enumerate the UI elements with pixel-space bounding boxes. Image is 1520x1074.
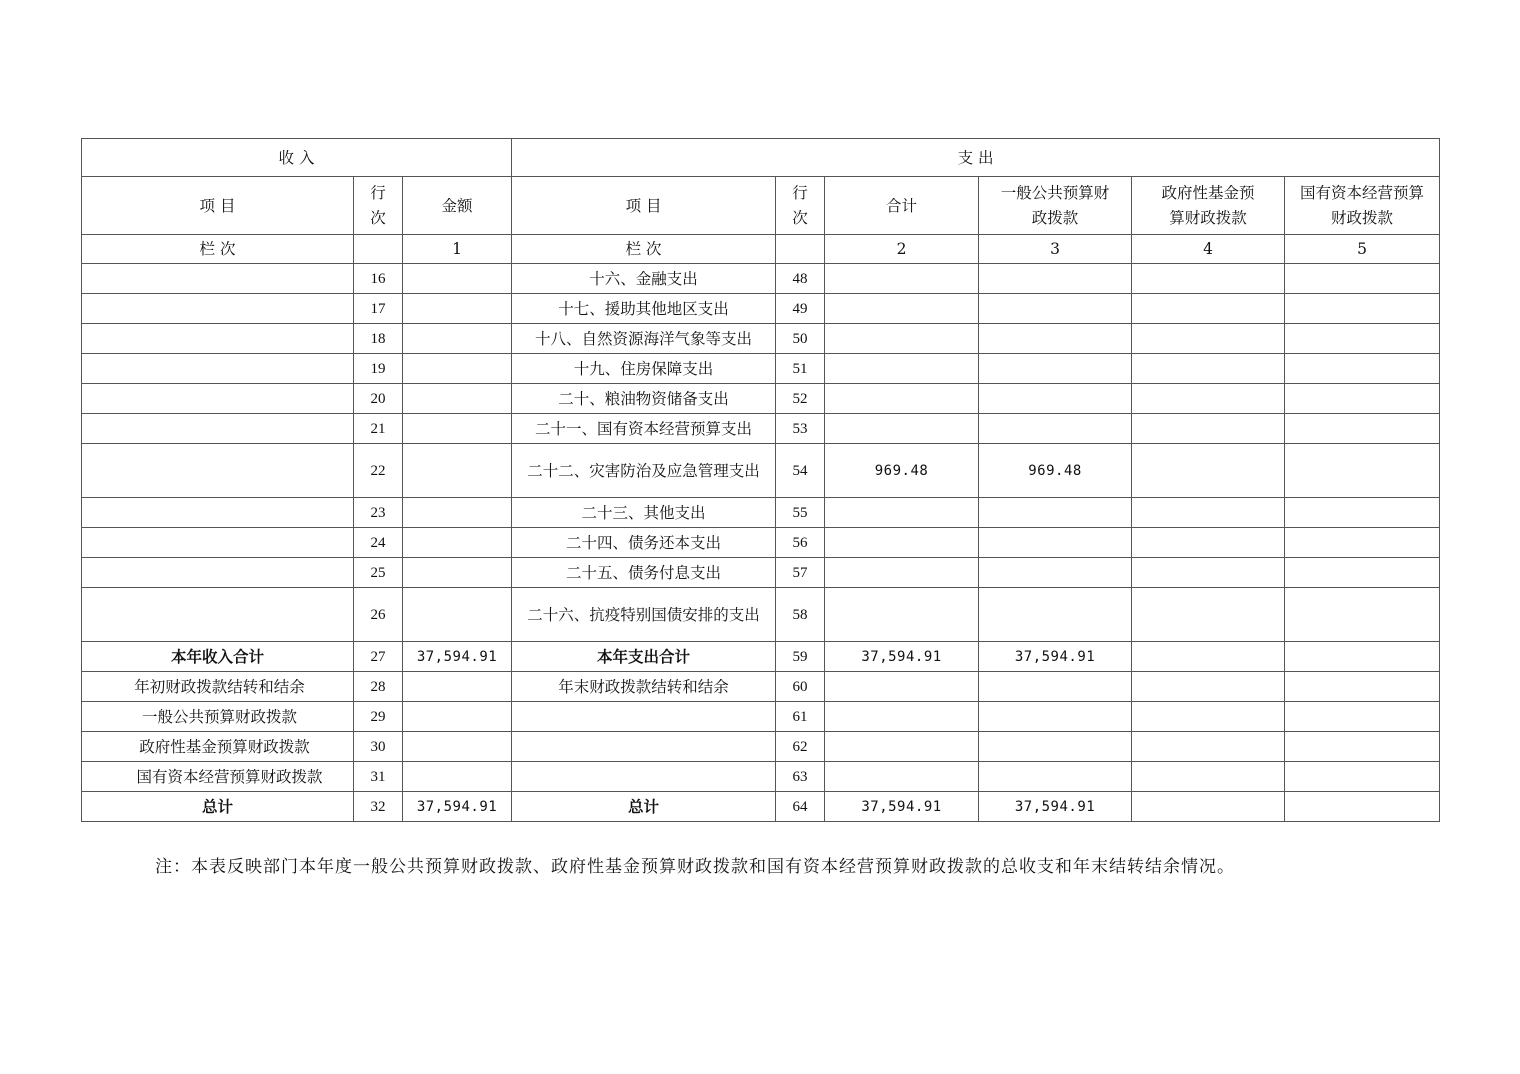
gov-fund-cell [1132, 384, 1285, 414]
col5-label: 5 [1285, 235, 1440, 264]
general-budget-cell [979, 672, 1132, 702]
gov-fund-cell [1132, 294, 1285, 324]
state-capital-cell [1285, 294, 1440, 324]
state-capital-cell [1285, 384, 1440, 414]
table-row [82, 498, 1440, 528]
general-budget-cell [979, 558, 1132, 588]
table-note: 注：本表反映部门本年度一般公共预算财政拨款、政府性基金预算财政拨款和国有资本经营预算财政拨款的总收支和年末结转结余情况。 [155, 857, 1235, 877]
general-budget-cell [979, 762, 1132, 792]
expense-row-no-cell: 61 [776, 702, 825, 732]
general-budget-cell [979, 264, 1132, 294]
income-row-no-cell: 29 [354, 702, 403, 732]
income-amount-cell [403, 444, 512, 498]
gov-fund-cell [1132, 324, 1285, 354]
col4-label: 4 [1132, 235, 1285, 264]
state-capital-header: 国有资本经营预算财政拨款 [1285, 177, 1440, 235]
income-row-no-cell: 17 [354, 294, 403, 324]
expense-row-no-header: 行次 [776, 177, 825, 235]
income-amount-cell [403, 588, 512, 642]
state-capital-cell [1285, 672, 1440, 702]
col2-label: 2 [825, 235, 979, 264]
income-amount-cell [403, 672, 512, 702]
income-item-cell [82, 384, 354, 414]
gov-fund-cell [1132, 354, 1285, 384]
total-cell [825, 558, 979, 588]
total-cell [825, 294, 979, 324]
expense-item-cell: 二十一、国有资本经营预算支出 [512, 414, 776, 444]
table-row [82, 414, 1440, 444]
income-item-header: 项 目 [82, 177, 354, 235]
table-row [82, 294, 1440, 324]
total-cell [825, 528, 979, 558]
gov-fund-cell [1132, 642, 1285, 672]
income-item-cell [82, 354, 354, 384]
table-row [82, 642, 1440, 672]
expense-row-no-cell: 53 [776, 414, 825, 444]
income-amount-cell [403, 354, 512, 384]
state-capital-cell [1285, 498, 1440, 528]
income-item-cell [82, 528, 354, 558]
state-capital-cell [1285, 444, 1440, 498]
income-row-no-cell: 32 [354, 792, 403, 822]
state-capital-cell [1285, 732, 1440, 762]
income-row-no-cell: 20 [354, 384, 403, 414]
income-amount-cell [403, 324, 512, 354]
expense-row-no-cell: 50 [776, 324, 825, 354]
state-capital-cell [1285, 702, 1440, 732]
table-row [82, 324, 1440, 354]
income-item-cell: 政府性基金预算财政拨款 [82, 732, 354, 762]
income-row-no-cell: 27 [354, 642, 403, 672]
income-row-no-header: 行次 [354, 177, 403, 235]
general-budget-cell [979, 324, 1132, 354]
expense-item-cell: 二十三、其他支出 [512, 498, 776, 528]
gov-fund-cell [1132, 672, 1285, 702]
expense-item-cell: 十九、住房保障支出 [512, 354, 776, 384]
expense-item-cell: 十六、金融支出 [512, 264, 776, 294]
expense-item-header: 项 目 [512, 177, 776, 235]
income-amount-cell: 37,594.91 [403, 792, 512, 822]
table-row [82, 702, 1440, 732]
general-budget-cell: 969.48 [979, 444, 1132, 498]
expense-item-cell: 本年支出合计 [512, 642, 776, 672]
expense-row-no-cell: 51 [776, 354, 825, 384]
income-item-cell: 一般公共预算财政拨款 [82, 702, 354, 732]
income-amount-cell [403, 384, 512, 414]
gov-fund-cell [1132, 732, 1285, 762]
income-item-cell [82, 294, 354, 324]
income-row-no-cell: 18 [354, 324, 403, 354]
general-budget-cell [979, 354, 1132, 384]
income-item-cell [82, 264, 354, 294]
state-capital-cell [1285, 354, 1440, 384]
income-item-cell [82, 414, 354, 444]
table-row [82, 444, 1440, 498]
total-cell [825, 732, 979, 762]
income-amount-cell: 37,594.91 [403, 642, 512, 672]
general-budget-header: 一般公共预算财政拨款 [979, 177, 1132, 235]
expense-row-no-cell: 56 [776, 528, 825, 558]
gov-fund-cell [1132, 702, 1285, 732]
expense-item-cell [512, 732, 776, 762]
state-capital-cell [1285, 642, 1440, 672]
income-amount-cell [403, 702, 512, 732]
total-cell: 37,594.91 [825, 642, 979, 672]
gov-fund-cell [1132, 498, 1285, 528]
expense-row-no-cell: 48 [776, 264, 825, 294]
income-row-no-cell: 31 [354, 762, 403, 792]
general-budget-cell: 37,594.91 [979, 792, 1132, 822]
total-cell [825, 384, 979, 414]
total-cell [825, 264, 979, 294]
income-amount-cell [403, 762, 512, 792]
income-item-cell [82, 324, 354, 354]
income-amount-cell [403, 732, 512, 762]
expense-row-no-cell: 59 [776, 642, 825, 672]
empty-cell [354, 235, 403, 264]
general-budget-cell [979, 294, 1132, 324]
table-row [82, 762, 1440, 792]
table-row [82, 672, 1440, 702]
gov-fund-cell [1132, 414, 1285, 444]
expense-item-cell: 二十二、灾害防治及应急管理支出 [512, 444, 776, 498]
state-capital-cell [1285, 762, 1440, 792]
col1-label: 1 [403, 235, 512, 264]
table-row [82, 558, 1440, 588]
total-cell [825, 702, 979, 732]
income-row-no-cell: 26 [354, 588, 403, 642]
table-row [82, 732, 1440, 762]
expense-row-no-cell: 52 [776, 384, 825, 414]
general-budget-cell: 37,594.91 [979, 642, 1132, 672]
income-amount-cell [403, 414, 512, 444]
expense-row-no-cell: 58 [776, 588, 825, 642]
state-capital-cell [1285, 414, 1440, 444]
income-item-cell [82, 558, 354, 588]
income-item-cell [82, 588, 354, 642]
gov-fund-cell [1132, 792, 1285, 822]
gov-fund-cell [1132, 762, 1285, 792]
table-row [82, 384, 1440, 414]
expense-row-no-cell: 62 [776, 732, 825, 762]
expense-item-cell [512, 702, 776, 732]
income-item-cell: 年初财政拨款结转和结余 [82, 672, 354, 702]
total-cell [825, 414, 979, 444]
income-amount-cell [403, 558, 512, 588]
income-row-no-cell: 22 [354, 444, 403, 498]
income-amount-header: 金额 [403, 177, 512, 235]
general-budget-cell [979, 702, 1132, 732]
gov-fund-cell [1132, 588, 1285, 642]
income-row-no-cell: 30 [354, 732, 403, 762]
expense-item-cell: 十七、援助其他地区支出 [512, 294, 776, 324]
table-row [82, 792, 1440, 822]
expense-row-no-cell: 49 [776, 294, 825, 324]
state-capital-cell [1285, 792, 1440, 822]
empty-cell [776, 235, 825, 264]
table-row [82, 264, 1440, 294]
income-amount-cell [403, 528, 512, 558]
gov-fund-cell [1132, 444, 1285, 498]
income-row-no-cell: 24 [354, 528, 403, 558]
expense-item-cell: 总计 [512, 792, 776, 822]
total-cell [825, 672, 979, 702]
expense-item-cell: 二十五、债务付息支出 [512, 558, 776, 588]
table-row [82, 354, 1440, 384]
income-amount-cell [403, 294, 512, 324]
table-row [82, 588, 1440, 642]
income-row-no-cell: 16 [354, 264, 403, 294]
state-capital-cell [1285, 264, 1440, 294]
general-budget-cell [979, 588, 1132, 642]
income-column-label: 栏 次 [82, 235, 354, 264]
general-budget-cell [979, 414, 1132, 444]
income-item-cell: 本年收入合计 [82, 642, 354, 672]
income-amount-cell [403, 264, 512, 294]
header-row-columns [82, 177, 1440, 235]
header-row-section [82, 139, 1440, 177]
income-item-cell [82, 498, 354, 528]
total-cell [825, 498, 979, 528]
state-capital-cell [1285, 588, 1440, 642]
state-capital-cell [1285, 528, 1440, 558]
total-cell [825, 762, 979, 792]
income-row-no-cell: 21 [354, 414, 403, 444]
financial-table [81, 138, 1440, 822]
expense-item-cell: 二十、粮油物资储备支出 [512, 384, 776, 414]
income-item-cell: 总计 [82, 792, 354, 822]
total-header: 合计 [825, 177, 979, 235]
income-row-no-cell: 23 [354, 498, 403, 528]
income-header: 收 入 [82, 139, 512, 177]
total-cell [825, 354, 979, 384]
expense-row-no-cell: 57 [776, 558, 825, 588]
income-amount-cell [403, 498, 512, 528]
state-capital-cell [1285, 324, 1440, 354]
expense-item-cell: 二十六、抗疫特别国债安排的支出 [512, 588, 776, 642]
expense-item-cell: 十八、自然资源海洋气象等支出 [512, 324, 776, 354]
expense-item-cell [512, 762, 776, 792]
expense-item-cell: 二十四、债务还本支出 [512, 528, 776, 558]
total-cell: 37,594.91 [825, 792, 979, 822]
expense-item-cell: 年末财政拨款结转和结余 [512, 672, 776, 702]
expense-row-no-cell: 54 [776, 444, 825, 498]
expense-row-no-cell: 60 [776, 672, 825, 702]
col3-label: 3 [979, 235, 1132, 264]
expense-row-no-cell: 63 [776, 762, 825, 792]
general-budget-cell [979, 384, 1132, 414]
total-cell [825, 588, 979, 642]
column-number-row [82, 235, 1440, 264]
total-cell [825, 324, 979, 354]
income-row-no-cell: 25 [354, 558, 403, 588]
state-capital-cell [1285, 558, 1440, 588]
expense-header: 支 出 [512, 139, 1440, 177]
gov-fund-cell [1132, 558, 1285, 588]
general-budget-cell [979, 498, 1132, 528]
gov-fund-cell [1132, 264, 1285, 294]
expense-column-label: 栏 次 [512, 235, 776, 264]
total-cell: 969.48 [825, 444, 979, 498]
expense-row-no-cell: 64 [776, 792, 825, 822]
income-item-cell [82, 444, 354, 498]
general-budget-cell [979, 732, 1132, 762]
gov-fund-cell [1132, 528, 1285, 558]
general-budget-cell [979, 528, 1132, 558]
income-row-no-cell: 28 [354, 672, 403, 702]
income-row-no-cell: 19 [354, 354, 403, 384]
income-item-cell: 国有资本经营预算财政拨款 [82, 762, 354, 792]
table-row [82, 528, 1440, 558]
expense-row-no-cell: 55 [776, 498, 825, 528]
gov-fund-header: 政府性基金预算财政拨款 [1132, 177, 1285, 235]
